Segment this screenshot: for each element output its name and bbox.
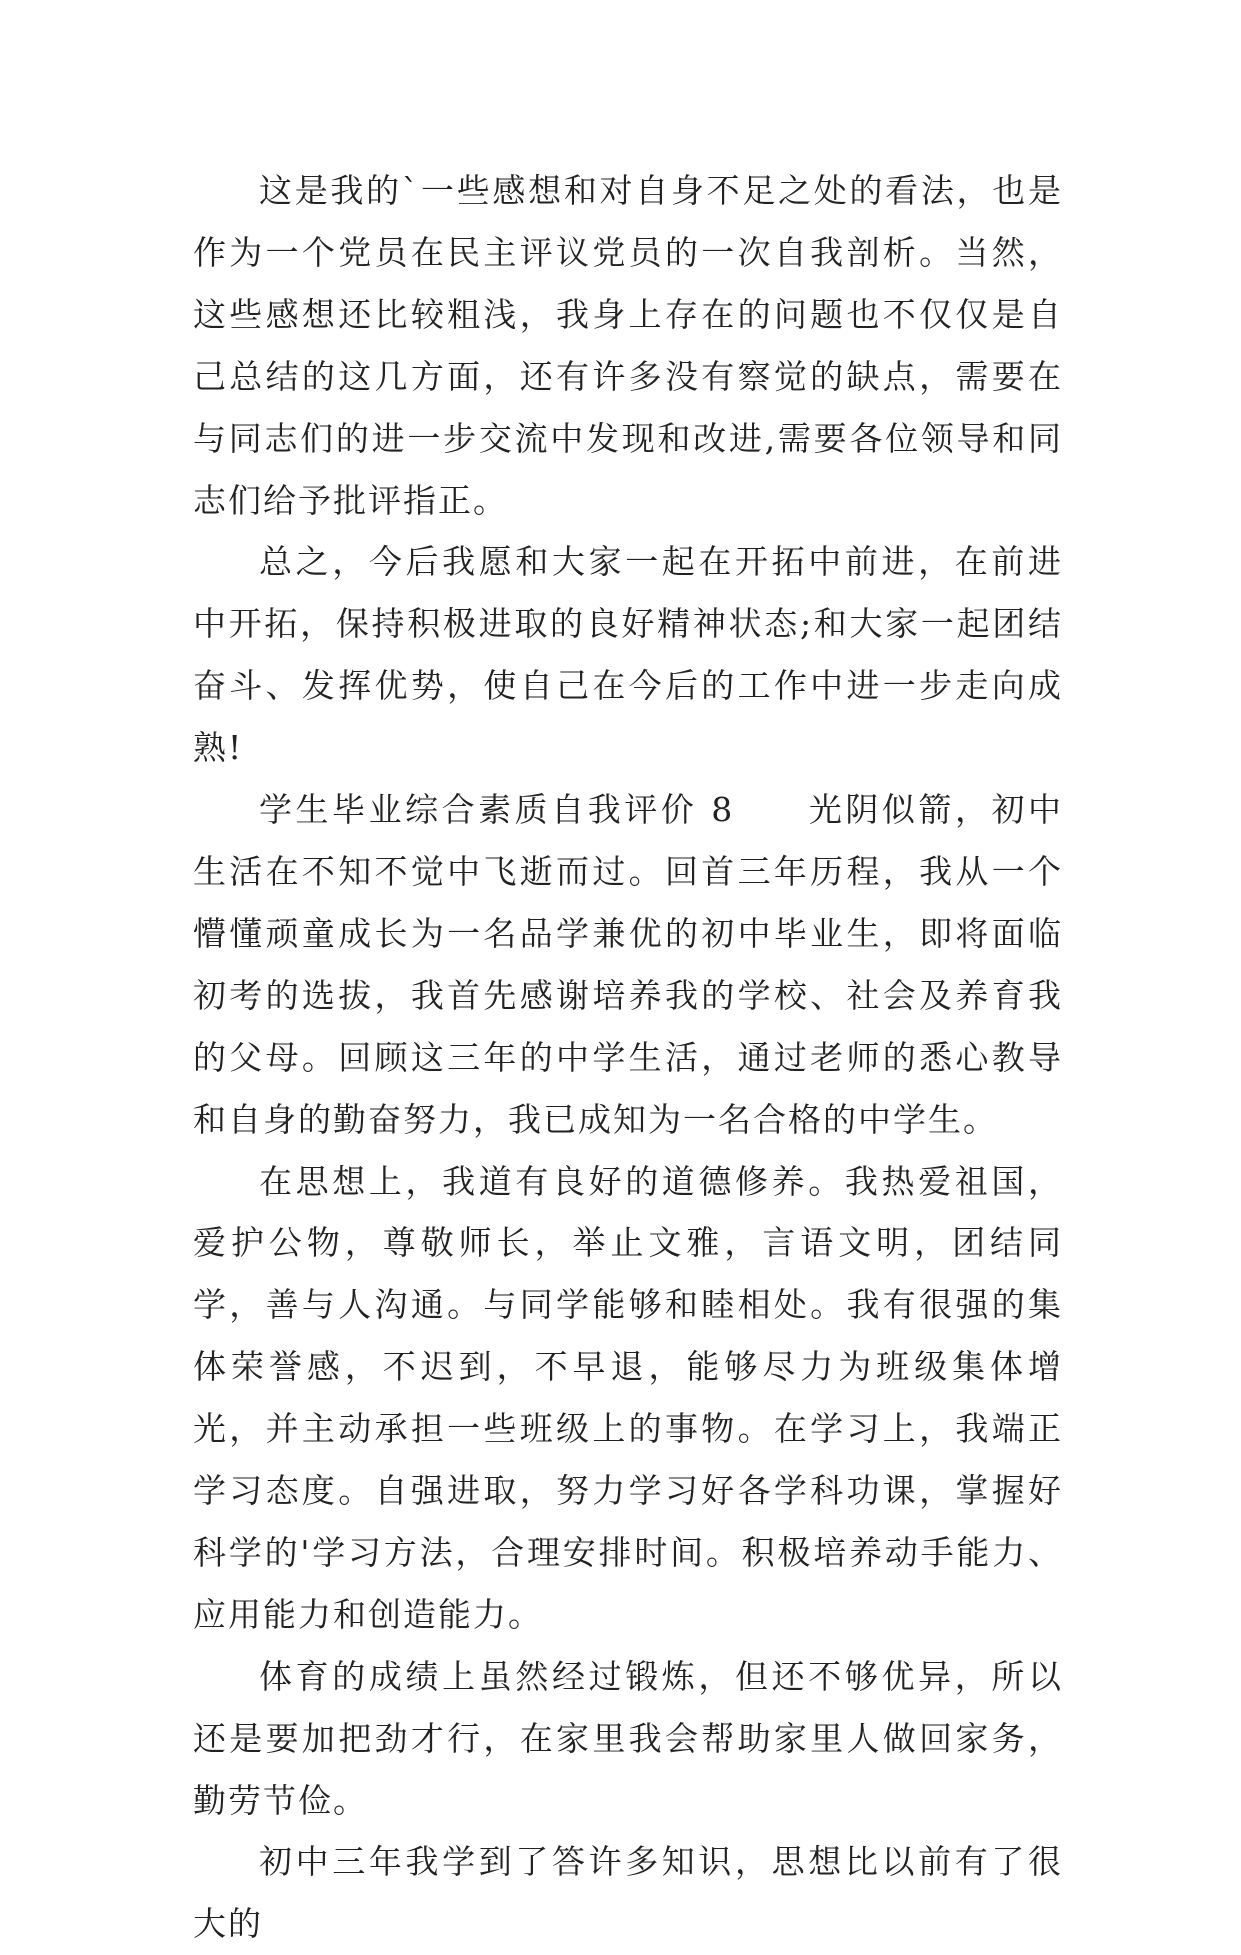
paragraph: 在思想上，我道有良好的道德修养。我热爱祖国，爱护公物，尊敬师长，举止文雅，言语文明，团结同学，善与人沟通。与同学能够和睦相处。我有很强的集体荣誉感，不迟到，不早退，能够尽力为班级集体增光，并主动承担一些班级上的事物。在学习上，我端正学习态度。自强进取，努力学习好各学科功课，掌握好科学的'学习方法，合理安排时间。积极培养动手能力、应用能力和创造能力。 bbox=[193, 1161, 1063, 1634]
paragraph: 初中三年我学到了答许多知识，思想比以前有了很大的 bbox=[193, 1842, 1063, 1944]
paragraph: 体育的成绩上虽然经过锻炼，但还不够优异，所以还是要加把劲才行，在家里我会帮助家里人做回家务，勤劳节俭。 bbox=[193, 1656, 1063, 1820]
paragraph: 学生毕业综合素质自我评价 8 光阴似箭，初中生活在不知不觉中飞逝而过。回首三年历程，我从一个懵懂顽童成长为一名品学兼优的初中毕业生，即将面临初考的选拔，我首先感谢培养我的学校、社会及养育我的父母。回顾这三年的中学生活，通过老师的悉心教导和自身的勤奋努力，我已成知为一名合格的中学生。 bbox=[193, 790, 1063, 1139]
document-page bbox=[193, 160, 1063, 1955]
paragraph: 总之，今后我愿和大家一起在开拓中前进，在前进中开拓，保持积极进取的良好精神状态;和大家一起团结奋斗、发挥优势，使自己在今后的工作中进一步走向成熟! bbox=[193, 542, 1063, 768]
paragraph: 这是我的`一些感想和对自身不足之处的看法，也是作为一个党员在民主评议党员的一次自我剖析。当然，这些感想还比较粗浅，我身上存在的问题也不仅仅是自己总结的这几方面，还有许多没有察觉的缺点，需要在与同志们的进一步交流中发现和改进,需要各位领导和同志们给予批评指正。 bbox=[193, 171, 1063, 520]
